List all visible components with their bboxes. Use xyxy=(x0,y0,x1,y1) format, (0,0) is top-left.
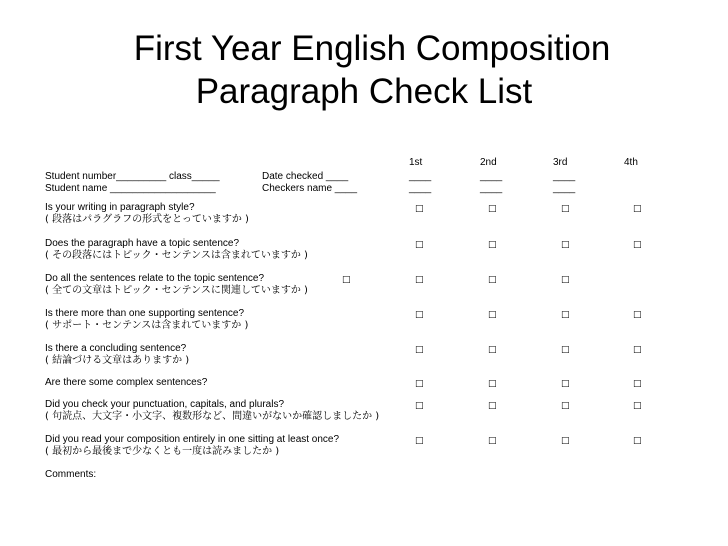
checkbox-q5-2nd[interactable]: □ xyxy=(488,345,497,355)
title-line-1: First Year English Composition xyxy=(133,29,611,68)
checkbox-q2-3rd[interactable]: □ xyxy=(561,240,570,250)
checkbox-q1-3rd[interactable]: □ xyxy=(561,204,570,214)
checkbox-q4-3rd[interactable]: □ xyxy=(561,310,570,320)
question-3-en: Do all the sentences relate to the topic sentence? xyxy=(45,273,265,284)
checkbox-q4-1st[interactable]: □ xyxy=(415,310,424,320)
question-1-en: Is your writing in paragraph style? xyxy=(45,202,195,213)
student-number-field[interactable]: Student number_________ class_____ xyxy=(45,171,220,182)
blank-1st-a[interactable]: ____ xyxy=(409,171,432,182)
question-8-jp: ( 最初から最後まで少なくとも一度は読みましたか ) xyxy=(45,446,280,457)
column-1st: 1st xyxy=(409,157,423,168)
checkbox-q8-4th[interactable]: □ xyxy=(633,436,642,446)
checkers-name-field[interactable]: Checkers name ____ xyxy=(262,183,358,194)
checkbox-q8-2nd[interactable]: □ xyxy=(488,436,497,446)
checkbox-q5-4th[interactable]: □ xyxy=(633,345,642,355)
checkbox-q7-2nd[interactable]: □ xyxy=(488,401,497,411)
checkbox-q3-1st[interactable]: □ xyxy=(342,275,351,285)
question-3-jp: ( 全ての文章はトピック・センテンスに関連していますか ) xyxy=(45,285,308,296)
blank-3rd-b[interactable]: ____ xyxy=(553,183,576,194)
blank-1st-b[interactable]: ____ xyxy=(409,183,432,194)
title-line-2: Paragraph Check List xyxy=(195,72,533,111)
question-8-en: Did you read your composition entirely in one sitting at least once? xyxy=(45,434,340,445)
column-3rd: 3rd xyxy=(553,157,568,168)
question-2-jp: ( その段落にはトピック・センテンスは含まれていますか ) xyxy=(45,250,308,261)
blank-2nd-a[interactable]: ____ xyxy=(480,171,503,182)
checkbox-q6-3rd[interactable]: □ xyxy=(561,379,570,389)
checkbox-q5-1st[interactable]: □ xyxy=(415,345,424,355)
checkbox-q8-3rd[interactable]: □ xyxy=(561,436,570,446)
checkbox-q1-4th[interactable]: □ xyxy=(633,204,642,214)
checkbox-q1-2nd[interactable]: □ xyxy=(488,204,497,214)
checkbox-q8-1st[interactable]: □ xyxy=(415,436,424,446)
checkbox-q7-3rd[interactable]: □ xyxy=(561,401,570,411)
checkbox-q2-4th[interactable]: □ xyxy=(633,240,642,250)
comments-label: Comments: xyxy=(45,469,97,480)
column-2nd: 2nd xyxy=(480,157,497,168)
question-4-en: Is there more than one supporting sentence? xyxy=(45,308,245,319)
checkbox-q6-4th[interactable]: □ xyxy=(633,379,642,389)
checkbox-q7-1st[interactable]: □ xyxy=(415,401,424,411)
checkbox-q7-4th[interactable]: □ xyxy=(633,401,642,411)
checkbox-q6-2nd[interactable]: □ xyxy=(488,379,497,389)
question-1-jp: ( 段落はパラグラフの形式をとっていますか ) xyxy=(45,214,249,225)
checkbox-q4-4th[interactable]: □ xyxy=(633,310,642,320)
student-name-field[interactable]: Student name ___________________ xyxy=(45,183,216,194)
checkbox-q2-2nd[interactable]: □ xyxy=(488,240,497,250)
date-checked-field[interactable]: Date checked ____ xyxy=(262,171,349,182)
checkbox-q3-4th[interactable]: □ xyxy=(561,275,570,285)
blank-3rd-a[interactable]: ____ xyxy=(553,171,576,182)
question-7-jp: ( 句読点、大文字・小文字、複数形など、間違いがないか確認しましたか ) xyxy=(45,411,380,422)
checkbox-q3-3rd[interactable]: □ xyxy=(488,275,497,285)
question-7-en: Did you check your punctuation, capitals, and plurals? xyxy=(45,399,285,410)
question-6-en: Are there some complex sentences? xyxy=(45,377,208,388)
checkbox-q1-1st[interactable]: □ xyxy=(415,204,424,214)
checkbox-q6-1st[interactable]: □ xyxy=(415,379,424,389)
question-5-en: Is there a concluding sentence? xyxy=(45,343,187,354)
question-2-en: Does the paragraph have a topic sentence? xyxy=(45,238,240,249)
checkbox-q3-2nd[interactable]: □ xyxy=(415,275,424,285)
checkbox-q5-3rd[interactable]: □ xyxy=(561,345,570,355)
checkbox-q4-2nd[interactable]: □ xyxy=(488,310,497,320)
question-5-jp: ( 結論づける文章はありますか ) xyxy=(45,355,190,366)
blank-2nd-b[interactable]: ____ xyxy=(480,183,503,194)
question-4-jp: ( サポート・センテンスは含まれていますか ) xyxy=(45,320,249,331)
column-4th: 4th xyxy=(624,157,638,168)
checkbox-q2-1st[interactable]: □ xyxy=(415,240,424,250)
